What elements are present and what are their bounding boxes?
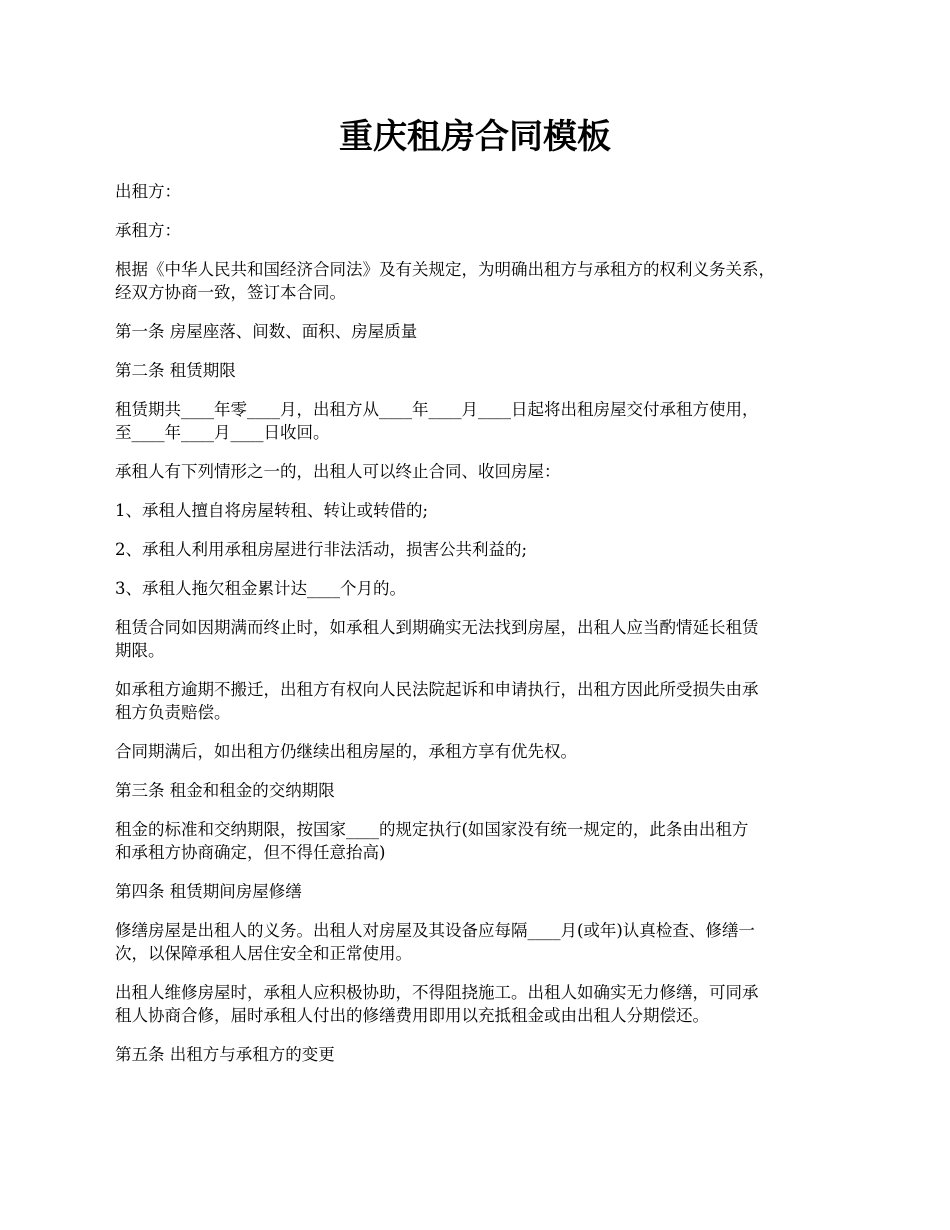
repair-duty-paragraph: 修缮房屋是出租人的义务。出租人对房屋及其设备应每隔____月(或年)认真检查、修缮一 次，以保障承租人居住安全和正常使用。: [115, 921, 755, 963]
preamble-paragraph: 根据《中华人民共和国经济合同法》及有关规定，为明确出租方与承租方的权利义务关系， 经双方协商一致，签订本合同。: [115, 260, 775, 302]
extension-paragraph: 租赁合同如因期满而终止时，如承租人到期确实无法找到房屋，出租人应当酌情延长租赁 期限。: [115, 618, 759, 660]
termination-item-2: 2、承租人利用承租房屋进行非法活动，损害公共利益的;: [115, 540, 528, 559]
termination-intro-paragraph: 承租人有下列情形之一的，出租人可以终止合同、收回房屋：: [115, 462, 561, 481]
repair-cooperation-paragraph: 出租人维修房屋时，承租人应积极协助，不得阻挠施工。出租人如确实无力修缮，可同承 租人协商合修，届时承租人付出的修缮费用即用以充抵租金或由出租人分期偿还。: [115, 983, 759, 1025]
party-lessor-line: 出租方：: [115, 182, 181, 201]
termination-item-3: 3、承租人拖欠租金累计达____个月的。: [115, 579, 406, 598]
document-body: [115, 180, 845, 1082]
priority-right-paragraph: 合同期满后，如出租方仍继续出租房屋的，承租方享有优先权。: [115, 742, 577, 761]
document-title: 重庆租房合同模板: [339, 117, 611, 157]
article-4-heading: 第四条 租赁期间房屋修缮: [115, 882, 302, 901]
article-1-heading: 第一条 房屋座落、间数、面积、房屋质量: [115, 322, 418, 341]
article-2-heading: 第二条 租赁期限: [115, 361, 236, 380]
rent-standard-paragraph: 租金的标准和交纳期限，按国家____的规定执行(如国家没有统一规定的，此条由出租方 和承租方协商确定，但不得任意抬高): [115, 820, 749, 862]
lease-term-paragraph: 租赁期共____年零____月，出租方从____年____月____日起将出租房屋交付承租方使用， 至____年____月____日收回。: [115, 400, 759, 442]
termination-item-1: 1、承租人擅自将房屋转租、转让或转借的;: [115, 501, 429, 520]
article-5-heading: 第五条 出租方与承租方的变更: [115, 1045, 335, 1064]
party-lessee-line: 承租方：: [115, 221, 181, 240]
article-3-heading: 第三条 租金和租金的交纳期限: [115, 781, 335, 800]
overdue-moveout-paragraph: 如承租方逾期不搬迁，出租方有权向人民法院起诉和申请执行，出租方因此所受损失由承 租方负责赔偿。: [115, 680, 759, 722]
